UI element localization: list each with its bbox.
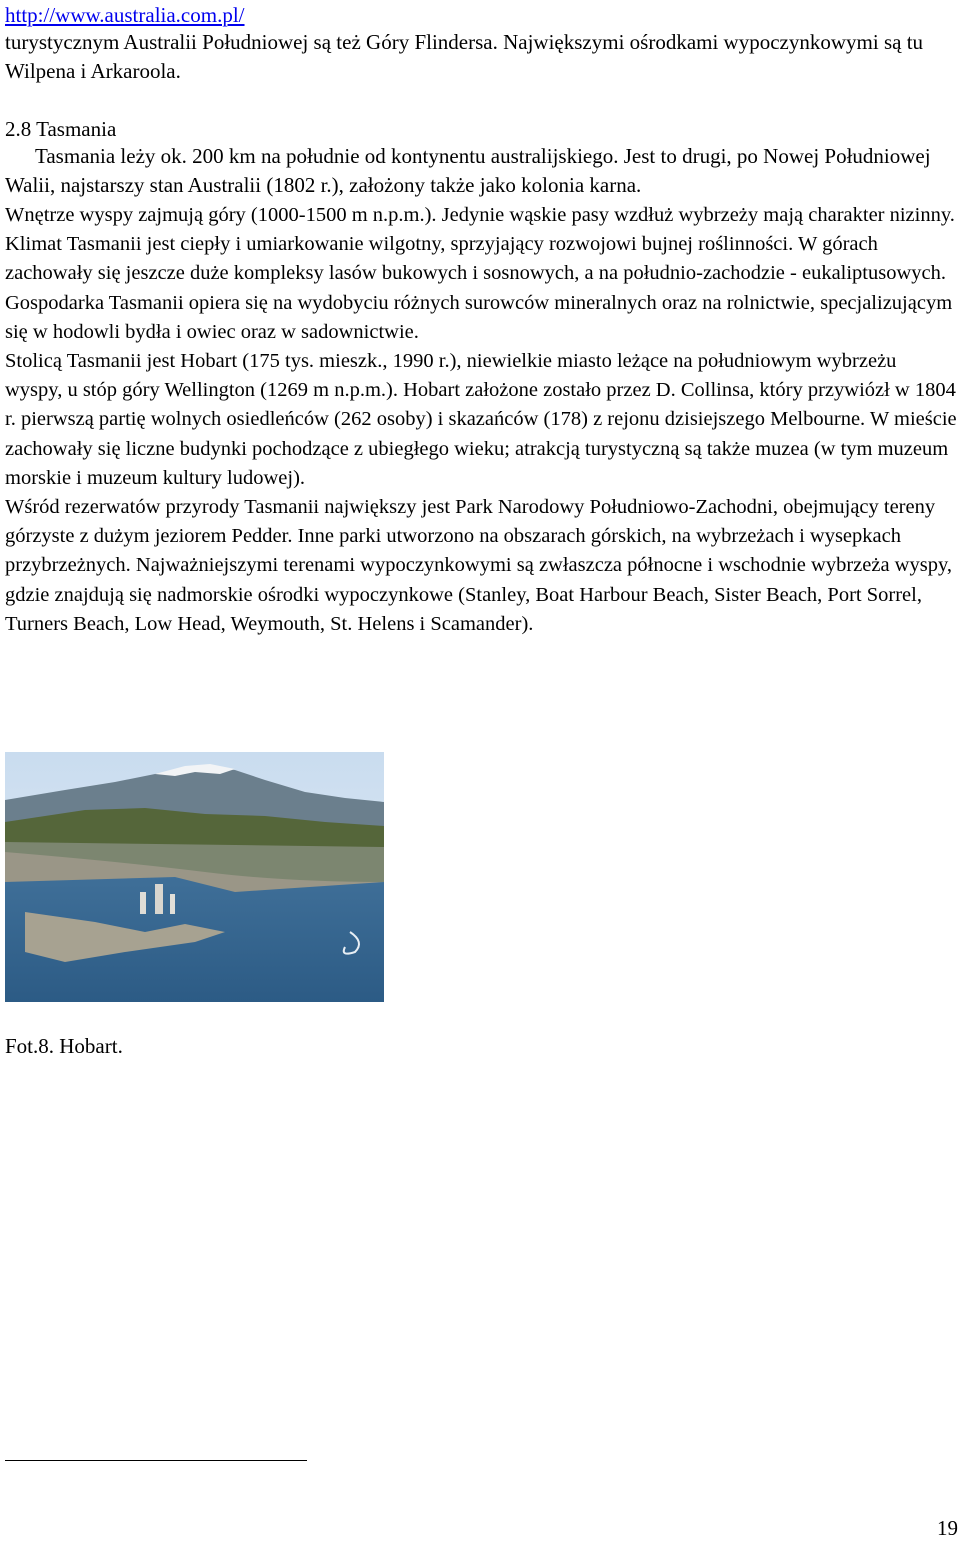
tasmania-intro-text: Tasmania leży ok. 200 km na południe od kontynentu australijskiego. Jest to drugi, po Nowej Południowej Walii, najstarszy stan Australii (1802 r.), założony także jako kolonia karna. <box>5 144 931 197</box>
intro-paragraph: turystycznym Australii Południowej są też Góry Flindersa. Największymi ośrodkami wypoczynkowymi są tu Wilpena i Arkaroola. <box>5 30 924 83</box>
tasmania-intro-paragraph <box>5 142 957 200</box>
section-heading: 2.8 Tasmania <box>5 117 117 141</box>
photo-caption: Fot.8. Hobart. <box>5 1034 123 1058</box>
tasmania-body-1: Wnętrze wyspy zajmują góry (1000-1500 m n.p.m.). Jedynie wąskie pasy wzdłuż wybrzeży mają charakter nizinny. <box>5 204 955 226</box>
page-number: 19 <box>937 1516 958 1540</box>
tasmania-body-paragraphs <box>5 201 957 639</box>
footnote-divider <box>5 1460 307 1461</box>
hobart-photo <box>5 752 384 1002</box>
tasmania-body-3: Stolicą Tasmanii jest Hobart (175 tys. mieszk., 1990 r.), niewielkie miasto leżące na południowym wybrzeżu wyspy, u stóp góry Wellington (1269 m n.p.m.). Hobart założone zostało przez D. Collinsa, który przywiózł w 1804 r. pierwszą partię wolnych osiedleńców (262 osoby) i skazańców (178) z rejonu dzisiejszego Melbourne. W mieście zachowały się liczne budynki pochodzące z ubiegłego wieku; atrakcją turystyczną są także muzea (w tym muzeum morskie i muzeum kultury ludowej). <box>5 350 957 489</box>
tasmania-body-4: Wśród rezerwatów przyrody Tasmanii największy jest Park Narodowy Południowo-Zachodni, obejmujący tereny górzyste z dużym jeziorem Pedder. Inne parki utworzono na obszarach górskich, na wybrzeżach i wysepkach przybrzeżnych. Najważniejszymi terenami wypoczynkowymi są zwłaszcza północne i wschodnie wybrzeża wyspy, gdzie znajdują się nadmorskie ośrodki wypoczynkowe (Stanley, Boat Harbour Beach, Sister Beach, Port Sorrel, Turners Beach, Low Head, Weymouth, St. Helens i Scamander). <box>5 496 953 635</box>
source-link[interactable]: http://www.australia.com.pl/ <box>5 3 245 27</box>
tasmania-body-2: Klimat Tasmanii jest ciepły i umiarkowanie wilgotny, sprzyjający rozwojowi bujnej roślinności. W górach zachowały się jeszcze duże kompleksy lasów bukowych i sosnowych, a na południo-zachodzie - eukaliptusowych. Gospodarka Tasmanii opiera się na wydobyciu różnych surowców mineralnych oraz na rolnictwie, specjalizującym się w hodowli bydła i owiec oraz w sadownictwie. <box>5 233 953 343</box>
